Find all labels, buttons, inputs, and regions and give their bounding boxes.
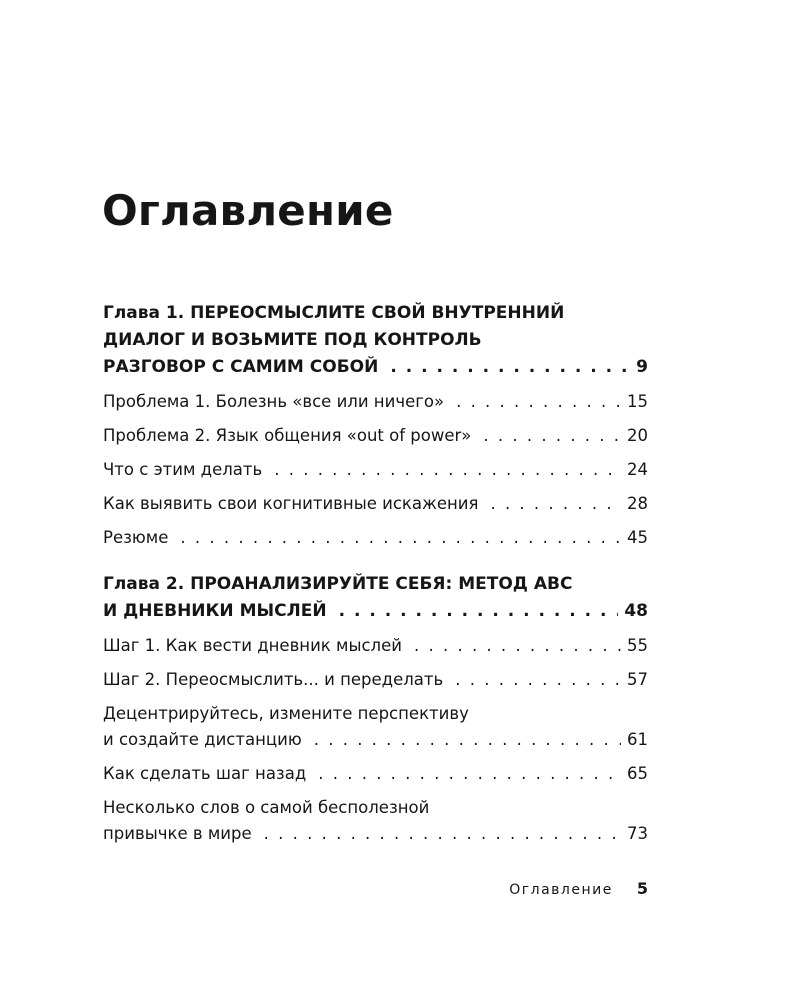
entry-page-number: 65 bbox=[627, 764, 648, 783]
dot-leader bbox=[490, 491, 621, 517]
chapter-spacer bbox=[103, 559, 648, 571]
entry-row bbox=[103, 761, 648, 787]
entry-title-line: и создайте дистанцию bbox=[103, 730, 302, 749]
entry-page-number: 45 bbox=[627, 528, 648, 547]
entry-title-line: Несколько слов о самой бесполезной bbox=[103, 798, 430, 817]
entry-page-number: 73 bbox=[627, 824, 648, 843]
dot-leader bbox=[274, 457, 621, 483]
toc-entry[interactable] bbox=[103, 525, 648, 551]
entry-row bbox=[103, 727, 648, 753]
dot-leader bbox=[339, 598, 619, 625]
entry-title-line: Что с этим делать bbox=[103, 460, 263, 479]
entry-page-number: 28 bbox=[627, 494, 648, 513]
chapter-title-line: И ДНЕВНИКИ МЫСЛЕЙ bbox=[103, 601, 327, 621]
entry-page-number: 15 bbox=[627, 392, 648, 411]
dot-leader bbox=[414, 633, 621, 659]
running-header: Оглавление bbox=[509, 882, 613, 898]
entry-title-line: Проблема 2. Язык общения «out of power» bbox=[103, 426, 472, 445]
entry-row bbox=[103, 525, 648, 551]
entry-title-line: Шаг 2. Переосмыслить... и переделать bbox=[103, 670, 444, 689]
chapter-title-line: ДИАЛОГ И ВОЗЬМИТЕ ПОД КОНТРОЛЬ bbox=[103, 330, 482, 350]
entry-row bbox=[103, 457, 648, 483]
dot-leader bbox=[314, 727, 621, 753]
page-footer bbox=[509, 879, 648, 898]
entry-title-line: Шаг 1. Как вести дневник мыслей bbox=[103, 636, 402, 655]
page-number: 5 bbox=[636, 879, 648, 898]
dot-leader bbox=[390, 354, 630, 381]
entry-row bbox=[103, 821, 648, 847]
toc-entry[interactable] bbox=[103, 795, 648, 847]
dot-leader bbox=[455, 667, 621, 693]
entry-page-number: 20 bbox=[627, 426, 648, 445]
entry-row bbox=[103, 423, 648, 449]
chapter-title-line: Глава 2. ПРОАНАЛИЗИРУЙТЕ СЕБЯ: МЕТОД ABC bbox=[103, 574, 573, 594]
entry-title-line: Децентрируйтесь, измените перспективу bbox=[103, 704, 469, 723]
chapter-page-number: 9 bbox=[636, 357, 648, 377]
dot-leader bbox=[483, 423, 621, 449]
toc-entry[interactable] bbox=[103, 389, 648, 415]
toc-entry[interactable] bbox=[103, 457, 648, 483]
dot-leader bbox=[180, 525, 621, 551]
toc-entry[interactable] bbox=[103, 667, 648, 693]
chapter-title-row bbox=[103, 354, 648, 381]
entry-title-line: Проблема 1. Болезнь «все или ничего» bbox=[103, 392, 445, 411]
chapter-title-line: Глава 1. ПЕРЕОСМЫСЛИТЕ СВОЙ ВНУТРЕННИЙ bbox=[103, 303, 565, 323]
entry-row bbox=[103, 389, 648, 415]
toc-entry[interactable] bbox=[103, 491, 648, 517]
entry-row bbox=[103, 633, 648, 659]
entry-row bbox=[103, 667, 648, 693]
page-title: Оглавление bbox=[102, 186, 394, 235]
toc-entry[interactable] bbox=[103, 423, 648, 449]
toc-entry[interactable] bbox=[103, 701, 648, 753]
dot-leader bbox=[264, 821, 621, 847]
toc-entry[interactable] bbox=[103, 633, 648, 659]
toc-entry[interactable] bbox=[103, 761, 648, 787]
dot-leader bbox=[456, 389, 621, 415]
chapter-heading[interactable] bbox=[103, 300, 648, 381]
entry-page-number: 24 bbox=[627, 460, 648, 479]
entry-page-number: 61 bbox=[627, 730, 648, 749]
chapter-title-row bbox=[103, 598, 648, 625]
entry-title-line: Резюме bbox=[103, 528, 169, 547]
entry-row bbox=[103, 491, 648, 517]
table-of-contents bbox=[103, 300, 648, 855]
dot-leader bbox=[318, 761, 621, 787]
entry-title-line: Как сделать шаг назад bbox=[103, 764, 307, 783]
chapter-page-number: 48 bbox=[624, 601, 648, 621]
entry-title-line: Как выявить свои когнитивные искажения bbox=[103, 494, 479, 513]
entry-page-number: 57 bbox=[627, 670, 648, 689]
entry-page-number: 55 bbox=[627, 636, 648, 655]
chapter-heading[interactable] bbox=[103, 571, 648, 625]
entry-title-line: привычке в мире bbox=[103, 824, 252, 843]
chapter-title-line: РАЗГОВОР С САМИМ СОБОЙ bbox=[103, 357, 379, 377]
